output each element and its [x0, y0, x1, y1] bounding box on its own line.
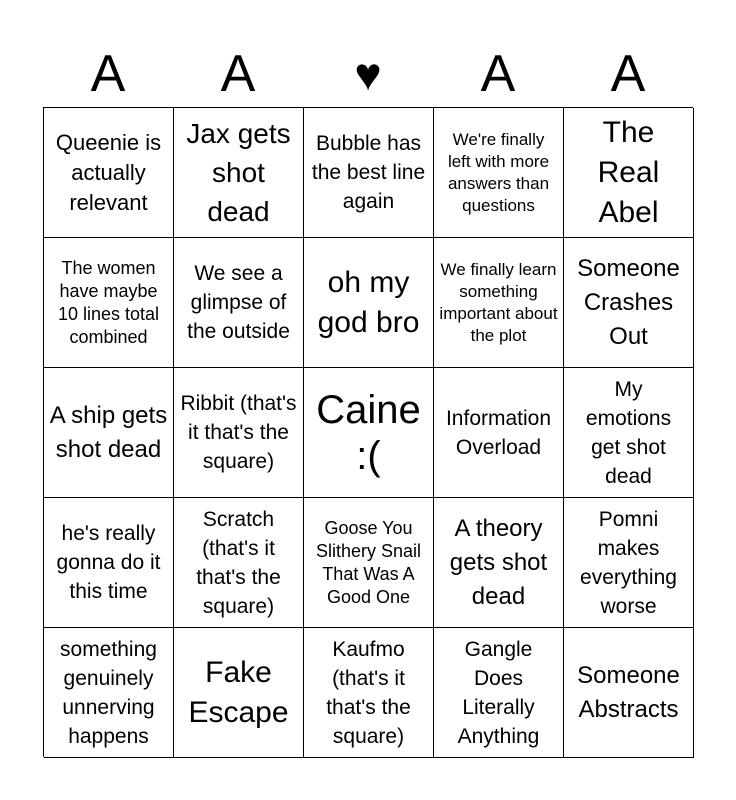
bingo-square[interactable]	[434, 108, 564, 238]
bingo-header	[43, 40, 693, 108]
header-letter-4: A	[480, 45, 516, 103]
square-text: Someone Crashes Out	[577, 254, 680, 350]
bingo-square[interactable]	[564, 108, 694, 238]
square-text: We're finally left with more answers than questions	[447, 129, 550, 215]
square-text: Caine :(	[316, 387, 421, 478]
bingo-square[interactable]	[174, 498, 304, 628]
bingo-square[interactable]	[174, 238, 304, 368]
square-text: something genuinely unnerving happens	[60, 637, 157, 748]
bingo-square[interactable]	[44, 368, 174, 498]
bingo-square[interactable]	[174, 108, 304, 238]
bingo-square[interactable]	[44, 628, 174, 758]
square-text: Goose You Slithery Snail That Was A Good One	[315, 517, 422, 607]
square-text: Kaufmo (that's it that's the square)	[326, 637, 411, 748]
square-text: oh my god bro	[317, 265, 420, 339]
header-letter-5: A	[610, 45, 646, 103]
bingo-square[interactable]	[564, 628, 694, 758]
bingo-square[interactable]	[304, 238, 434, 368]
header-heart-icon: ♥	[354, 48, 382, 100]
bingo-square[interactable]	[564, 238, 694, 368]
free-space[interactable]	[304, 368, 434, 498]
square-text: Scratch (that's it that's the square)	[196, 507, 281, 618]
bingo-square[interactable]	[434, 498, 564, 628]
header-letter-1: A	[90, 45, 126, 103]
bingo-square[interactable]	[304, 498, 434, 628]
square-text: My emotions get shot dead	[585, 377, 672, 488]
bingo-square[interactable]	[564, 498, 694, 628]
square-text: Fake Escape	[188, 655, 289, 729]
square-text: he's really gonna do it this time	[56, 522, 161, 603]
bingo-square[interactable]	[564, 368, 694, 498]
bingo-square[interactable]	[434, 238, 564, 368]
square-text: Information Overload	[445, 406, 552, 459]
bingo-square[interactable]	[44, 108, 174, 238]
square-text: A theory gets shot dead	[449, 514, 548, 610]
header-letter-2: A	[220, 45, 256, 103]
square-text: We finally learn something important about the plot	[439, 259, 558, 345]
square-text: The women have maybe 10 lines total combined	[57, 257, 160, 347]
bingo-square[interactable]	[174, 628, 304, 758]
bingo-square[interactable]	[174, 368, 304, 498]
bingo-square[interactable]	[434, 628, 564, 758]
square-text: A ship gets shot dead	[49, 401, 168, 463]
bingo-square[interactable]	[44, 238, 174, 368]
square-text: Pomni makes everything worse	[580, 507, 677, 618]
square-text: Queenie is actually relevant	[55, 129, 162, 215]
square-text: Jax gets shot dead	[186, 118, 291, 227]
square-text: We see a glimpse of the outside	[187, 262, 290, 343]
square-text: Someone Abstracts	[577, 661, 680, 723]
square-text: Gangle Does Literally Anything	[457, 637, 540, 748]
bingo-board	[43, 107, 693, 757]
bingo-square[interactable]	[304, 628, 434, 758]
square-text: Bubble has the best line again	[311, 132, 426, 213]
bingo-square[interactable]	[434, 368, 564, 498]
square-text: Ribbit (that's it that's the square)	[180, 392, 297, 473]
bingo-square[interactable]	[304, 108, 434, 238]
square-text: The Real Abel	[597, 115, 660, 229]
bingo-square[interactable]	[44, 498, 174, 628]
